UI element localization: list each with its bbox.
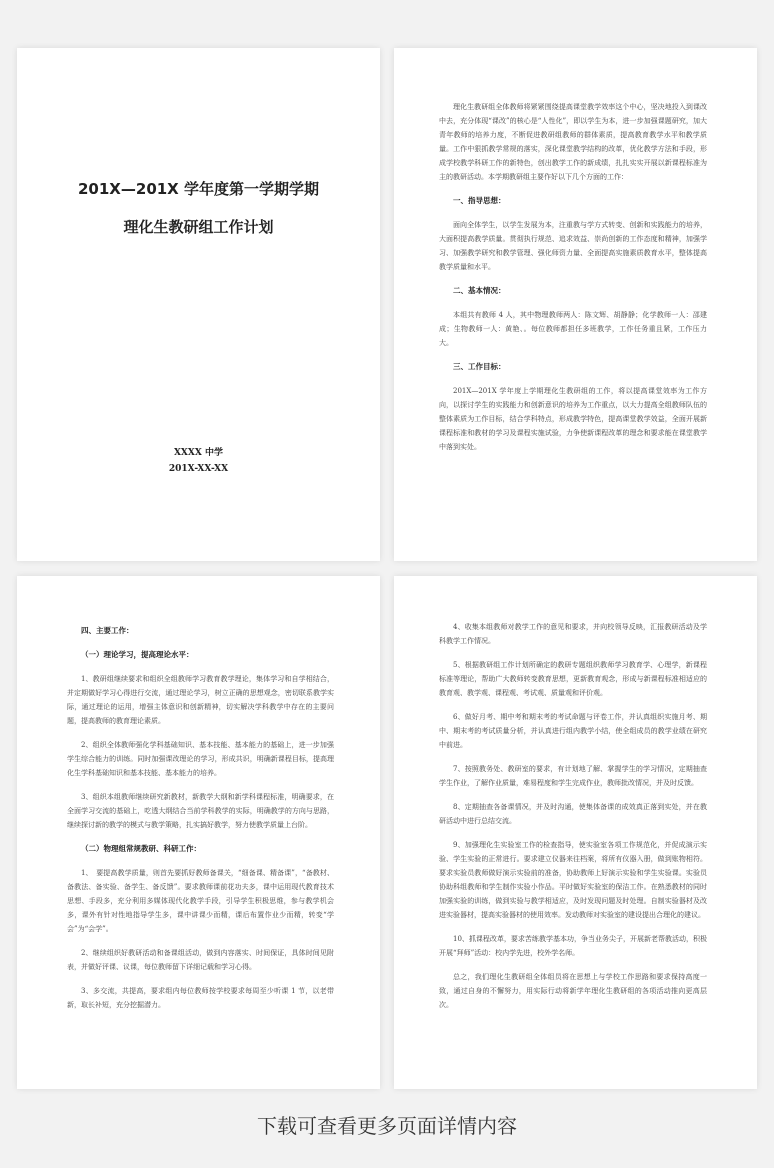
section-paragraph: 本组共有教师 4 人，其中物理教师两人：陈文辉、胡静静；化学教师一人：邵建成；生物教师一人：黄艳、。每位教师都担任多班教学，工作任务重且紧，工作压力大。	[439, 311, 707, 347]
conclusion-paragraph: 总之，我们理化生教研组全体组员将在思想上与学校工作思路和要求保持高度一致，通过自身的不懈努力，用实际行动将新学年理化生教研组的各项活动推向更高层次。	[439, 973, 707, 1009]
subsection-heading: （二）物理组常规教研、科研工作：	[81, 844, 201, 853]
subsection-heading: （一）理论学习，提高理论水平：	[81, 650, 194, 659]
list-paragraph: 8、定期抽查各备课情况，并及时沟通，使集体备课的成效真正落到实处，并在教研活动中进行总结交流。	[439, 803, 707, 825]
list-paragraph: 1、教研组继续要求和组织全组教师学习教育教学理论，集体学习和自学相结合，并定期做好学习心得进行交流，通过理论学习，树立正确的思想观念，密切联系教学实际，通过理论的运用，增强主体意识和创新精神，切实解决学科教学中存在的主要问题，提高教师的教育理论素质。	[67, 675, 334, 725]
cover-title-line1: 201X—201X 学年度第一学期学期	[78, 180, 319, 198]
section-paragraph: 201X—201X 学年度上学期理化生教研组的工作，将以提高课堂效率为工作方向，以探讨学生的实践能力和创新意识的培养为工作重点，以大力提高全组教师队伍的整体素质为工作目标，结合学科特点，形成教学特色，提高课堂教学效益，全面开展新课程标准和教材的学习及课程实施试验，力争使新课程改革的理念和要求能在课堂教学中落到实处。	[439, 387, 707, 451]
cover-school-name: XXXX 中学	[173, 448, 224, 458]
list-paragraph: 5、根据教研组工作计划所确定的教研专题组织教师学习教育学、心理学，新课程标准等理论，帮助广大教师转变教育思想，更新教育观念，形成与新课程标准相适应的教育观、教学观、课程观、考试观、质量观和评价观。	[439, 661, 707, 697]
list-paragraph: 9、加强理化生实验室工作的检查指导，使实验室各项工作规范化，并促成演示实验、学生实验的正常进行。要求建立仪器来往档案，将所有仪器入册，做到账物相符。要求实验员教师做好演示实验前的准备，协助教师上好演示实验和学生实验课。实验员协助科组教师和学生制作实验小作品。平时做好实验室的保洁工作。在熟悉教材的同时加强实验的训练，做到实验与教学相适应，及时发现问题及时处理。自制实验器材及改进实验器材，提高实验器材的使用效率。发动教师对实验室的建设提出合理化的建议。	[439, 841, 707, 919]
section-heading: 四、主要工作：	[81, 626, 134, 635]
list-paragraph: 4、收集本组教师对教学工作的意见和要求，并向校领导反映，汇报教研活动及学科教学工作情况。	[439, 623, 707, 645]
section-heading: 一、指导思想：	[453, 196, 506, 205]
intro-paragraph: 理化生教研组全体教师将紧紧围绕提高课堂教学效率这个中心，坚决地投入到课改中去，充分体现“课改”的核心是“人性化”，即以学生为本，进一步加强课题研究，加大青年教师的培养力度，不断促进教研组教师的群体素质，提高教育教学水平和教学质量。工作中狠抓教学常规的落实，深化课堂教学结构的改革，优化教学方法和手段，形成学校教学科研工作的新特色，创出教学工作的新成绩，扎扎实实开展以新课程标准为主的教研活动。本学期教研组主要作好以下几个方面的工作：	[439, 103, 707, 181]
list-paragraph: 6、做好月考、期中考和期末考的考试命题与评卷工作，并认真组织实施月考、期中、期末考的考试质量分析，并认真进行组内教学小结，使全组成员的教学业绩在研究中前进。	[439, 713, 707, 749]
cover-date: 201X-XX-XX	[168, 464, 229, 474]
page2-body	[439, 100, 707, 464]
page4-body	[439, 620, 707, 1022]
section-heading: 二、基本情况：	[453, 286, 506, 295]
section-paragraph: 面向全体学生，以学生发展为本，注重教与学方式转变、创新和实践能力的培养，大面积提高教学质量。贯彻执行规范、追求效益、崇尚创新的工作态度和精神，加强学习、加强教学研究和教学管理、强化师资力量、全面提高实施素质教育水平，整体提高教学质量和水平。	[439, 221, 707, 271]
document-page-cover	[17, 48, 380, 561]
document-page-4	[394, 576, 757, 1089]
list-paragraph: 7、按照教务处、教研室的要求，有计划地了解、掌握学生的学习情况，定期抽查学生作业，了解作业质量，难易程度和学生完成作业，教师批改情况，并及时反馈。	[439, 765, 707, 787]
cover-title-line2: 理化生教研组工作计划	[123, 218, 274, 236]
document-page-3	[17, 576, 380, 1089]
list-paragraph: 1、 要提高教学质量，则首先要抓好教师备课关，“细备课、精备课”，“备教材、备教法、备实验、备学生、备反馈”。要求教师课前花功夫多，课中运用现代教育技术思想、手段多，充分利用多媒体现代化教学手段，引导学生积极思维，参与教学机会多，课外有针对性地指导学生多，课中讲课少而精，课后布置作业少而精，转变“学会”为“会学”。	[67, 869, 334, 933]
list-paragraph: 3、组织本组教师继续研究新教材，新教学大纲和新学科课程标准，明确要求，在全面学习交流的基础上，吃透大纲结合当前学科教学的实际，明确教学的方向与思路，继续探讨新的教学的模式与教学策略，扎实搞好教学，努力使教学质量上台阶。	[67, 793, 334, 829]
section-heading: 三、工作目标：	[453, 362, 506, 371]
document-page-2	[394, 48, 757, 561]
list-paragraph: 2、组织全体教师强化学科基础知识、基本技能、基本能力的基础上，进一步加强学生综合能力的训练。同时加强课改理论的学习，形成共识，明确新课程目标，提高理化生学科基础知识和基本技能、基本能力的培养。	[67, 741, 334, 777]
list-paragraph: 10、抓课程改革，要求苦练教学基本功，争当业务尖子，开展新老帮教活动，积极开展“拜师”活动：校内学先进，校外学名师。	[439, 935, 707, 957]
list-paragraph: 3、多交流，共提高，要求组内每位教师按学校要求每周至少听课 1 节，以老带新，取长补短，充分挖掘潜力。	[67, 987, 334, 1009]
list-paragraph: 2、继续组织好教研活动和备课组活动，做到内容落实、时间保证，具体时间见附表，并做好评课、议课，每位教师留下详细记载和学习心得。	[67, 949, 334, 971]
download-more-link[interactable]: 下载可查看更多页面详情内容	[257, 1114, 517, 1138]
page3-body	[67, 620, 334, 1022]
